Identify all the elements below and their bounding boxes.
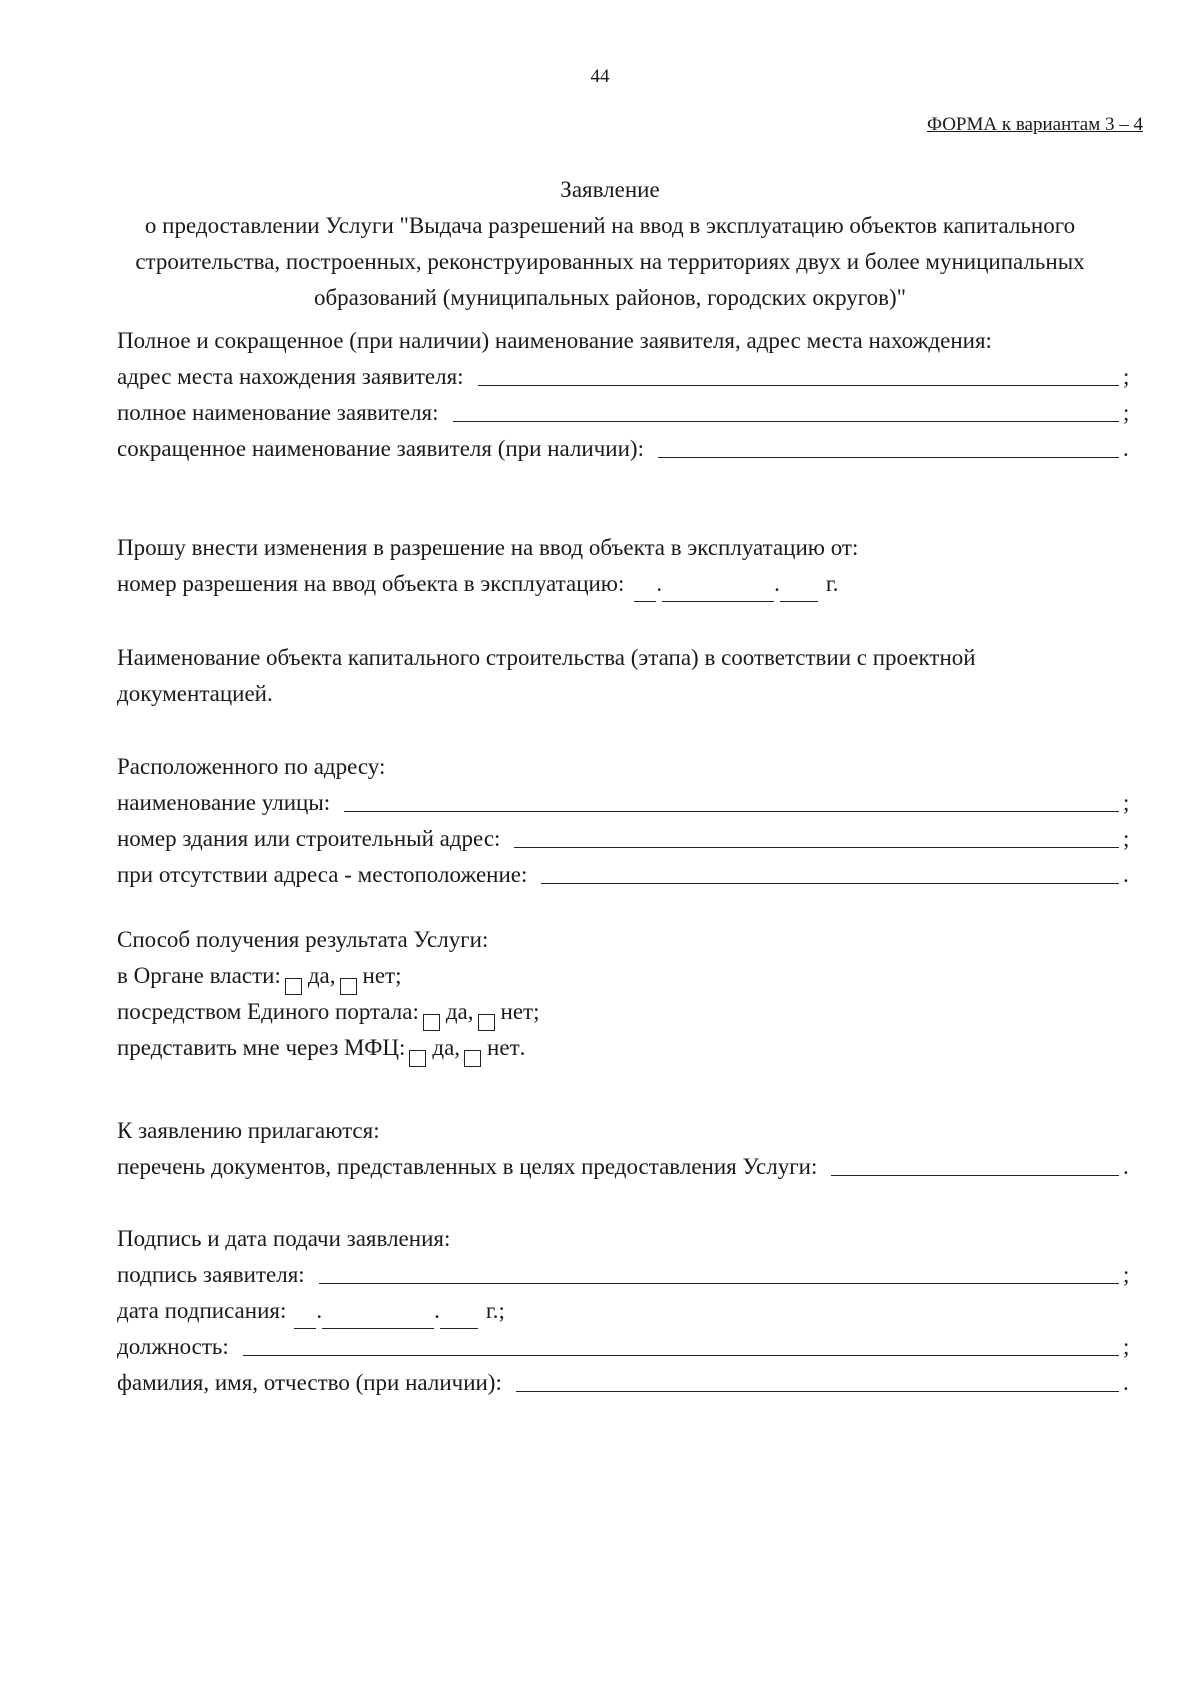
sign-field[interactable] bbox=[319, 1282, 1119, 1284]
fio-field[interactable] bbox=[516, 1390, 1119, 1392]
sign-day-field[interactable] bbox=[294, 1306, 316, 1329]
permit-year-field[interactable] bbox=[780, 579, 818, 602]
attachments-row: перечень документов, представленных в целях предоставления Услуги: . bbox=[117, 1149, 1137, 1185]
sign-month-field[interactable] bbox=[322, 1306, 434, 1329]
permit-heading: Прошу внести изменения в разрешение на ввод объекта в эксплуатацию от: bbox=[117, 535, 859, 560]
building-label: номер здания или строительный адрес: bbox=[117, 826, 501, 851]
position-row: должность: ; bbox=[117, 1329, 1137, 1365]
form-reference: ФОРМА к вариантам 3 – 4 bbox=[926, 114, 1143, 135]
checkbox-authority-yes[interactable] bbox=[285, 978, 302, 995]
checkbox-mfc-no[interactable] bbox=[464, 1050, 481, 1067]
permit-day-field[interactable] bbox=[634, 579, 656, 602]
address-field[interactable] bbox=[478, 384, 1119, 386]
permit-year-suffix: г. bbox=[825, 571, 839, 596]
position-field[interactable] bbox=[243, 1354, 1119, 1356]
sign-row: подпись заявителя: ; bbox=[117, 1257, 1137, 1293]
short-name-label: сокращенное наименование заявителя (при наличии): bbox=[117, 436, 644, 461]
street-field[interactable] bbox=[344, 810, 1119, 812]
fio-label: фамилия, имя, отчество (при наличии): bbox=[117, 1370, 502, 1395]
applicant-heading: Полное и сокращенное (при наличии) наименование заявителя, адрес места нахождения: bbox=[117, 328, 992, 353]
address-row: адрес места нахождения заявителя: ; bbox=[117, 359, 1137, 395]
object-text: Наименование объекта капитального строительства (этапа) в соответствии с проектной документацией. bbox=[117, 645, 976, 706]
page-number: 44 bbox=[590, 66, 610, 87]
full-name-field[interactable] bbox=[453, 420, 1119, 422]
no-address-row: при отсутствии адреса - местоположение: . bbox=[117, 857, 1137, 893]
address-label: адрес места нахождения заявителя: bbox=[117, 364, 464, 389]
attachments-section bbox=[117, 1113, 1137, 1185]
position-label: должность: bbox=[117, 1334, 229, 1359]
attachments-heading: К заявлению прилагаются: bbox=[117, 1118, 380, 1143]
short-name-row: сокращенное наименование заявителя (при наличии): . bbox=[117, 431, 1137, 467]
permit-number-label: номер разрешения на ввод объекта в эксплуатацию: bbox=[117, 571, 625, 596]
location-heading: Расположенного по адресу: bbox=[117, 754, 386, 779]
full-name-label: полное наименование заявителя: bbox=[117, 400, 439, 425]
result-section bbox=[117, 922, 1137, 1066]
signature-heading: Подпись и дата подачи заявления: bbox=[117, 1226, 451, 1251]
sign-label: подпись заявителя: bbox=[117, 1262, 305, 1287]
building-field[interactable] bbox=[514, 846, 1119, 848]
sign-date-label: дата подписания: bbox=[117, 1298, 287, 1323]
sign-date-suffix: г.; bbox=[485, 1298, 505, 1323]
full-name-row: полное наименование заявителя: ; bbox=[117, 395, 1137, 431]
document-title bbox=[110, 172, 1110, 316]
object-section bbox=[117, 640, 1047, 712]
no-address-field[interactable] bbox=[541, 882, 1119, 884]
attachments-label: перечень документов, представленных в целях предоставления Услуги: bbox=[117, 1154, 818, 1179]
permit-month-field[interactable] bbox=[662, 579, 774, 602]
permit-section bbox=[117, 530, 1137, 602]
short-name-field[interactable] bbox=[658, 456, 1119, 458]
applicant-section bbox=[117, 323, 1137, 467]
result-heading: Способ получения результата Услуги: bbox=[117, 927, 489, 952]
street-row: наименование улицы: ; bbox=[117, 785, 1137, 821]
permit-number-row: номер разрешения на ввод объекта в эксплуатацию: . . г. bbox=[117, 566, 1137, 602]
result-option-portal: посредством Единого портала: да, нет ; bbox=[117, 994, 1137, 1030]
checkbox-mfc-yes[interactable] bbox=[409, 1050, 426, 1067]
sign-year-field[interactable] bbox=[440, 1306, 478, 1329]
checkbox-portal-no[interactable] bbox=[478, 1014, 495, 1031]
checkbox-portal-yes[interactable] bbox=[423, 1014, 440, 1031]
result-option-mfc: представить мне через МФЦ: да, нет . bbox=[117, 1030, 1137, 1066]
checkbox-authority-no[interactable] bbox=[340, 978, 357, 995]
result-option-authority: в Органе власти: да, нет ; bbox=[117, 958, 1137, 994]
title-word: Заявление bbox=[560, 177, 660, 202]
signature-section bbox=[117, 1221, 1137, 1401]
location-section bbox=[117, 749, 1137, 893]
attachments-field[interactable] bbox=[831, 1174, 1119, 1176]
fio-row: фамилия, имя, отчество (при наличии): . bbox=[117, 1365, 1137, 1401]
no-address-label: при отсутствии адреса - местоположение: bbox=[117, 862, 528, 887]
street-label: наименование улицы: bbox=[117, 790, 331, 815]
sign-date-row: дата подписания: . . г.; bbox=[117, 1293, 1137, 1329]
title-text: о предоставлении Услуги "Выдача разрешений на ввод в эксплуатацию объектов капитального строительства, построенных, реконструированных на территориях двух и более муниципальных образований (муниципальных районов, городских округов)" bbox=[135, 213, 1085, 310]
building-row: номер здания или строительный адрес: ; bbox=[117, 821, 1137, 857]
